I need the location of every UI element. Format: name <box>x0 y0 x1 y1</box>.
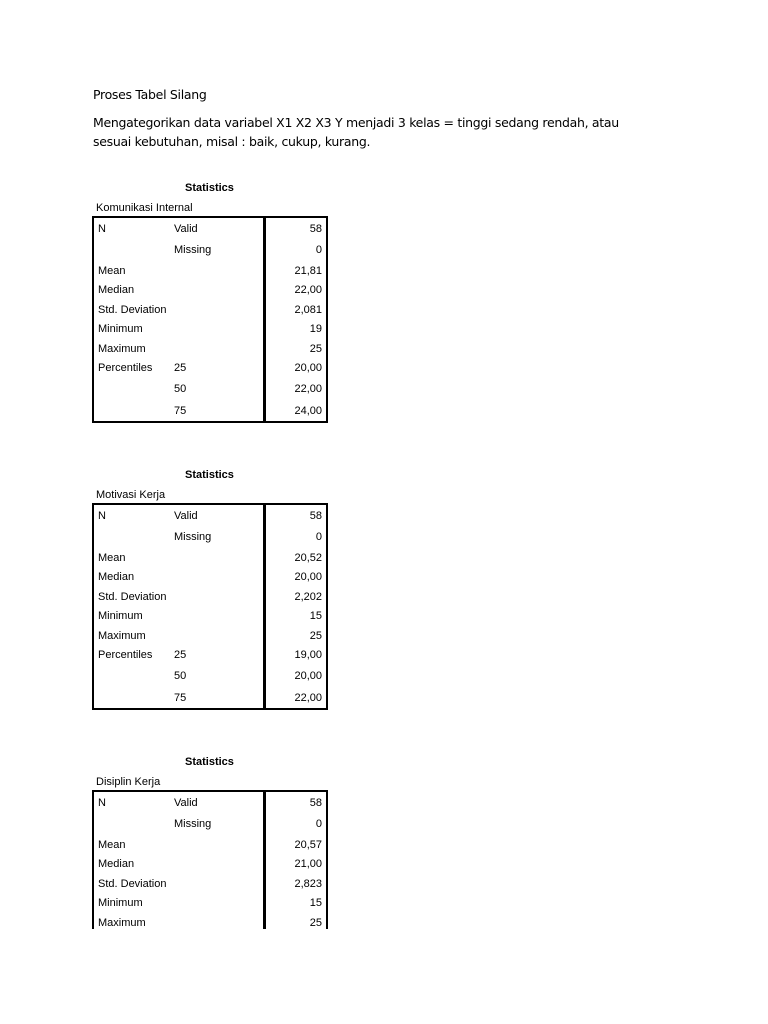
row-label: N <box>98 509 106 522</box>
row-sublabel: Valid <box>174 217 265 239</box>
row-sublabel <box>174 339 265 359</box>
variable-name: Motivasi Kerja <box>96 489 166 501</box>
row-sublabel <box>174 894 265 914</box>
row-label: Percentiles <box>98 362 153 375</box>
table-row <box>93 835 327 855</box>
table-row <box>93 339 327 359</box>
intro-paragraph: Mengategorikan data variabel X1 X2 X3 Y menjadi 3 kelas = tinggi sedang rendah, atau sesuai kebutuhan, misal : baik, cukup, kurang. <box>93 115 619 149</box>
row-label <box>93 378 174 400</box>
table-row <box>93 587 327 607</box>
row-value: 2,081 <box>294 303 322 316</box>
table-row <box>93 813 327 835</box>
row-value: 2,823 <box>294 877 322 890</box>
row-label: Maximum <box>98 342 146 355</box>
row-sublabel <box>174 607 265 627</box>
row-value: 20,00 <box>294 670 322 682</box>
row-label <box>93 400 174 422</box>
row-sublabel: Missing <box>174 813 265 835</box>
page-heading: Proses Tabel Silang <box>93 87 207 102</box>
row-sublabel: 75 <box>174 687 265 709</box>
row-sublabel: Missing <box>174 526 265 548</box>
table-row <box>93 400 327 422</box>
statistics-table <box>92 790 328 933</box>
row-label: Minimum <box>98 610 143 623</box>
row-sublabel <box>174 548 265 568</box>
table-row <box>93 607 327 627</box>
row-label: Median <box>98 284 135 297</box>
row-sublabel <box>174 281 265 301</box>
statistics-title: Statistics <box>185 469 234 481</box>
row-value: 21,81 <box>294 264 322 277</box>
page-bottom-mask <box>0 929 768 1024</box>
row-value: 22,00 <box>294 383 322 395</box>
row-sublabel: 25 <box>174 646 265 666</box>
row-value: 2,202 <box>294 590 322 603</box>
row-label: Maximum <box>98 916 146 929</box>
row-sublabel <box>174 855 265 875</box>
table-row <box>93 855 327 875</box>
row-label: Mean <box>98 551 126 564</box>
row-sublabel <box>174 320 265 340</box>
variable-name: Komunikasi Internal <box>96 202 193 214</box>
row-sublabel: 50 <box>174 665 265 687</box>
table-row <box>93 239 327 261</box>
table-row <box>93 526 327 548</box>
row-value: 25 <box>309 342 322 355</box>
statistics-title: Statistics <box>185 182 234 194</box>
row-sublabel <box>174 626 265 646</box>
row-sublabel <box>174 587 265 607</box>
row-value: 22,00 <box>294 691 322 704</box>
row-sublabel: Valid <box>174 791 265 813</box>
table-row <box>93 687 327 709</box>
table-row <box>93 874 327 894</box>
row-label: Std. Deviation <box>98 877 167 890</box>
row-label <box>93 239 174 261</box>
row-value: 24,00 <box>294 404 322 417</box>
row-value: 25 <box>309 916 322 929</box>
row-value: 0 <box>315 531 322 543</box>
table-row <box>93 665 327 687</box>
row-sublabel: 50 <box>174 378 265 400</box>
row-value: 25 <box>309 629 322 642</box>
row-sublabel: 25 <box>174 359 265 379</box>
variable-name: Disiplin Kerja <box>96 776 161 788</box>
row-label: Mean <box>98 838 126 851</box>
row-label: Std. Deviation <box>98 590 167 603</box>
table-row <box>93 359 327 379</box>
row-sublabel <box>174 568 265 588</box>
row-sublabel <box>174 261 265 281</box>
row-sublabel: 75 <box>174 400 265 422</box>
row-label: Minimum <box>98 323 143 336</box>
row-value: 20,57 <box>294 838 322 851</box>
row-value: 21,00 <box>294 858 322 871</box>
row-label: Median <box>98 858 135 871</box>
row-label: Minimum <box>98 897 143 910</box>
row-label: Median <box>98 571 135 584</box>
table-row <box>93 217 327 239</box>
row-label <box>93 665 174 687</box>
row-value: 20,52 <box>294 551 322 564</box>
row-sublabel <box>174 835 265 855</box>
row-label: Std. Deviation <box>98 303 167 316</box>
row-value: 22,00 <box>294 284 322 297</box>
statistics-table <box>92 216 328 423</box>
row-value: 19,00 <box>294 649 322 662</box>
row-sublabel <box>174 300 265 320</box>
row-sublabel: Missing <box>174 239 265 261</box>
table-row <box>93 548 327 568</box>
row-label: Percentiles <box>98 649 153 662</box>
row-sublabel: Valid <box>174 504 265 526</box>
row-value: 20,00 <box>294 571 322 584</box>
table-row <box>93 261 327 281</box>
table-row <box>93 568 327 588</box>
row-label <box>93 526 174 548</box>
row-value: 15 <box>309 897 322 910</box>
row-value: 20,00 <box>294 362 322 375</box>
table-row <box>93 320 327 340</box>
row-label: Maximum <box>98 629 146 642</box>
table-row <box>93 646 327 666</box>
row-value: 58 <box>309 222 322 235</box>
row-label <box>93 813 174 835</box>
row-value: 15 <box>309 610 322 623</box>
row-value: 0 <box>315 244 322 256</box>
row-label <box>93 687 174 709</box>
table-row <box>93 300 327 320</box>
table-row <box>93 894 327 914</box>
table-row <box>93 791 327 813</box>
statistics-table <box>92 503 328 710</box>
table-row <box>93 281 327 301</box>
row-value: 19 <box>309 323 322 336</box>
row-label: N <box>98 796 106 809</box>
table-row <box>93 626 327 646</box>
row-value: 0 <box>315 818 322 830</box>
row-value: 58 <box>309 796 322 809</box>
row-label: N <box>98 222 106 235</box>
row-value: 58 <box>309 509 322 522</box>
statistics-title: Statistics <box>185 756 234 768</box>
table-row <box>93 504 327 526</box>
row-sublabel <box>174 874 265 894</box>
row-label: Mean <box>98 264 126 277</box>
table-row <box>93 378 327 400</box>
